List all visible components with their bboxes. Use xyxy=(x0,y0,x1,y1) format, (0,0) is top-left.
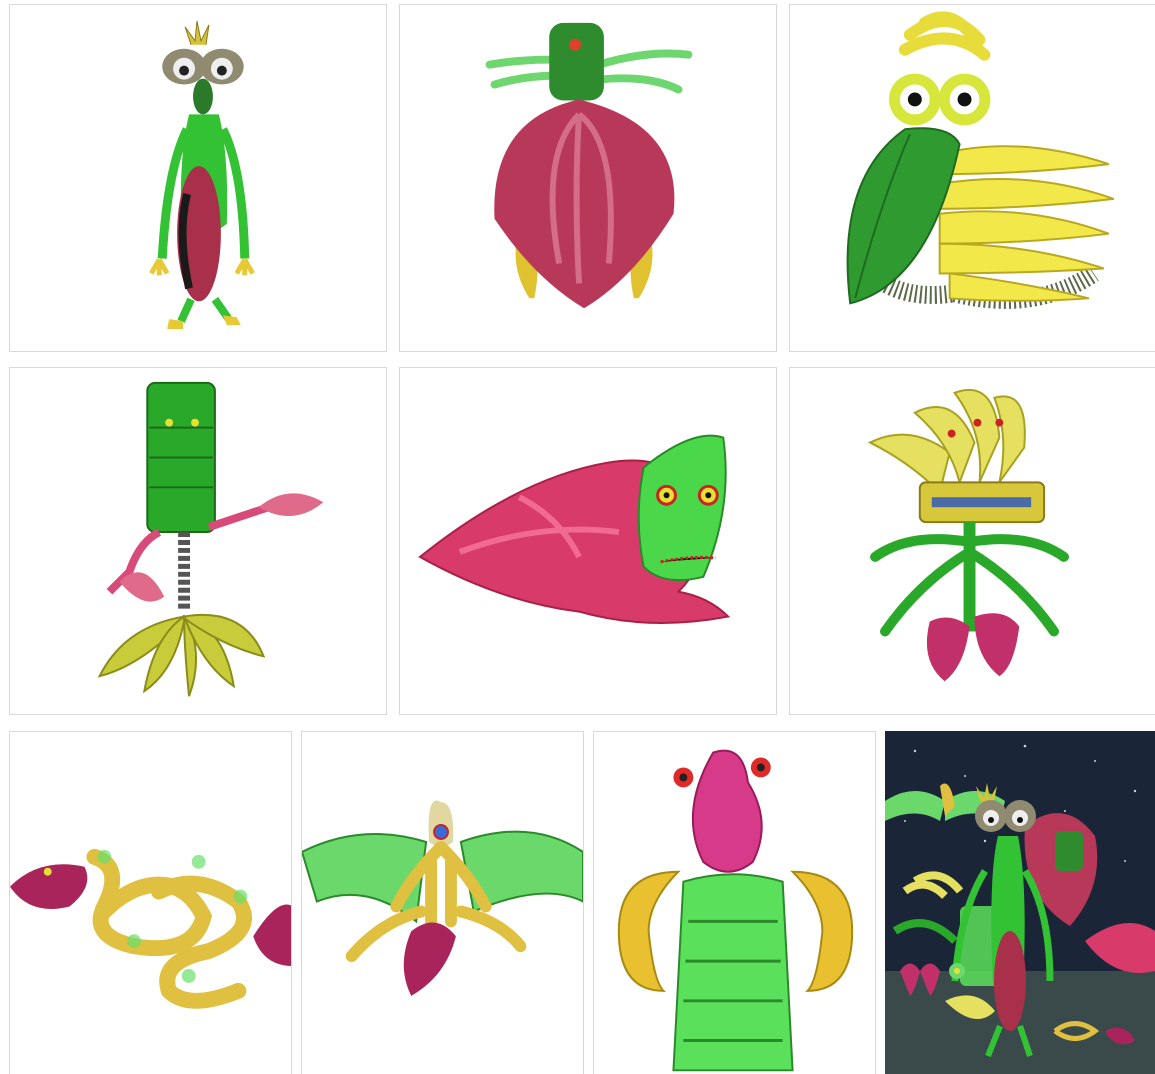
pink-bud-leaf-creature-illustration xyxy=(594,732,875,1074)
gallery-tile-pink-bud[interactable] xyxy=(593,731,876,1074)
gallery-tile-night-scene[interactable] xyxy=(885,731,1155,1074)
red-pod-creature-with-green-head-illustration xyxy=(400,5,776,351)
gallery-tile-banana-owl[interactable] xyxy=(789,4,1155,352)
gallery-tile-banana-crown[interactable] xyxy=(789,367,1155,715)
gallery-tile-leaf-robot[interactable] xyxy=(9,367,387,715)
banana-crown-palm-creature-illustration xyxy=(790,368,1155,714)
winged-banana-creature-illustration xyxy=(302,732,583,1074)
gallery-tile-banana-serpent[interactable] xyxy=(9,731,292,1074)
banana-chain-serpent-illustration xyxy=(10,732,291,1074)
pink-pod-creature-with-leaf-face-illustration xyxy=(400,368,776,714)
banana-leaf-robot-illustration xyxy=(10,368,386,714)
green-alien-with-red-pod-illustration xyxy=(10,5,386,351)
gallery-tile-red-pod-creature[interactable] xyxy=(399,4,777,352)
gallery-tile-winged-banana[interactable] xyxy=(301,731,584,1074)
gallery-tile-green-alien[interactable] xyxy=(9,4,387,352)
night-scene-group-illustration xyxy=(885,731,1155,1074)
banana-bunch-owl-illustration xyxy=(790,5,1155,351)
gallery-tile-pink-pod-creature[interactable] xyxy=(399,367,777,715)
